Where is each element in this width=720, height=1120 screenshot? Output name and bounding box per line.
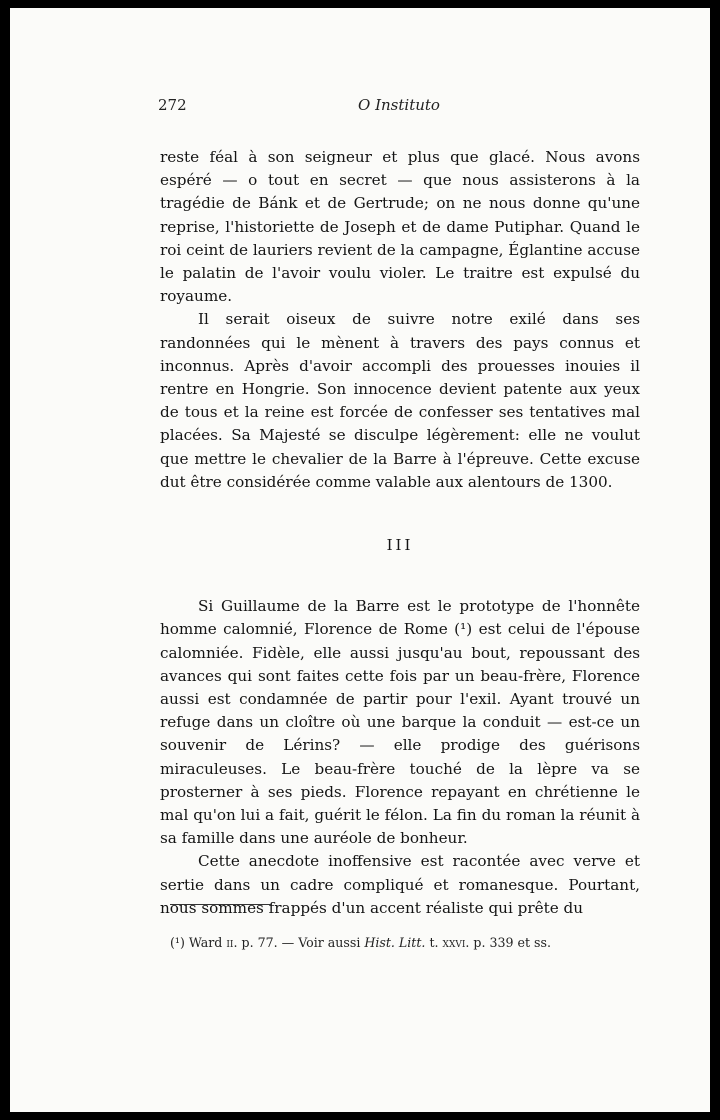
footnote-text: . p. 339 et ss. — [465, 935, 551, 950]
book-page — [10, 8, 710, 1112]
footnote-text: . p. 77. — Voir aussi — [233, 935, 361, 950]
footnote-text: t. — [429, 935, 439, 950]
footnote-volume: ii — [226, 935, 234, 950]
footnote-divider — [170, 904, 272, 905]
running-head — [158, 96, 640, 118]
footnote-author: Ward — [188, 935, 223, 950]
footnote-marker: (¹) — [170, 935, 185, 950]
footnote — [170, 935, 640, 950]
paragraph-continued: reste féal à son seigneur et plus que glacé. Nous avons espéré — o tout en secret — que nous assisterons à la tragédie de Bánk et de Gertrude; on ne nous donne qu'une reprise, l'historiette de Joseph et de dame Putiphar. Quand le roi ceint de lauriers revient de la campagne, Églantine accuse le palatin de l'avoir voulu violer. Le traitre est expulsé du royaume. — [160, 148, 640, 306]
paragraph: Il serait oiseux de suivre notre exilé dans ses randonnées qui le mènent à travers des pays connus et inconnus. Après d'avoir accompli des prouesses inouies il rentre en Hongrie. Son innocence devient patente aux yeux de tous et la reine est forcée de confesser ses tentatives mal placées. Sa Majesté se disculpe légèrement: elle ne voulut que mettre le chevalier de la Barre à l'épreuve. Cette excuse dut être considérée comme valable aux alentours de 1300. — [160, 310, 640, 491]
paragraph: Si Guillaume de la Barre est le prototype de l'honnête homme calomnié, Florence de Rome (¹) est celui de l'épouse calomniée. Fidèle, elle aussi jusqu'au bout, repoussant des avances qui sont faites cette fois par un beau-frère, Florence aussi est condamnée de partir pour l'exil. Ayant trouvé un refuge dans un cloître où une barque la conduit — est-ce un souvenir de Lérins? — elle prodige des guérisons miraculeuses. Le beau-frère touché de la lèpre va se prosterner à ses pieds. Florence repayant en chrétienne le mal qu'on lui a fait, guérit le félon. La fin du roman la réunit à sa famille dans une auréole de bonheur. — [160, 597, 640, 848]
paragraph: Cette anecdote inoffensive est racontée avec verve et sertie dans un cadre compliqué et romanesque. Pourtant, nous sommes frappés d'un accent réaliste qui prête du — [160, 852, 640, 917]
journal-title: O Instituto — [358, 96, 440, 114]
page-number: 272 — [158, 96, 187, 114]
section-heading: III — [386, 536, 414, 555]
footnote-tome: xxvi — [442, 935, 466, 950]
body-text — [160, 146, 640, 920]
footnote-source: Hist. Litt. — [364, 935, 426, 950]
